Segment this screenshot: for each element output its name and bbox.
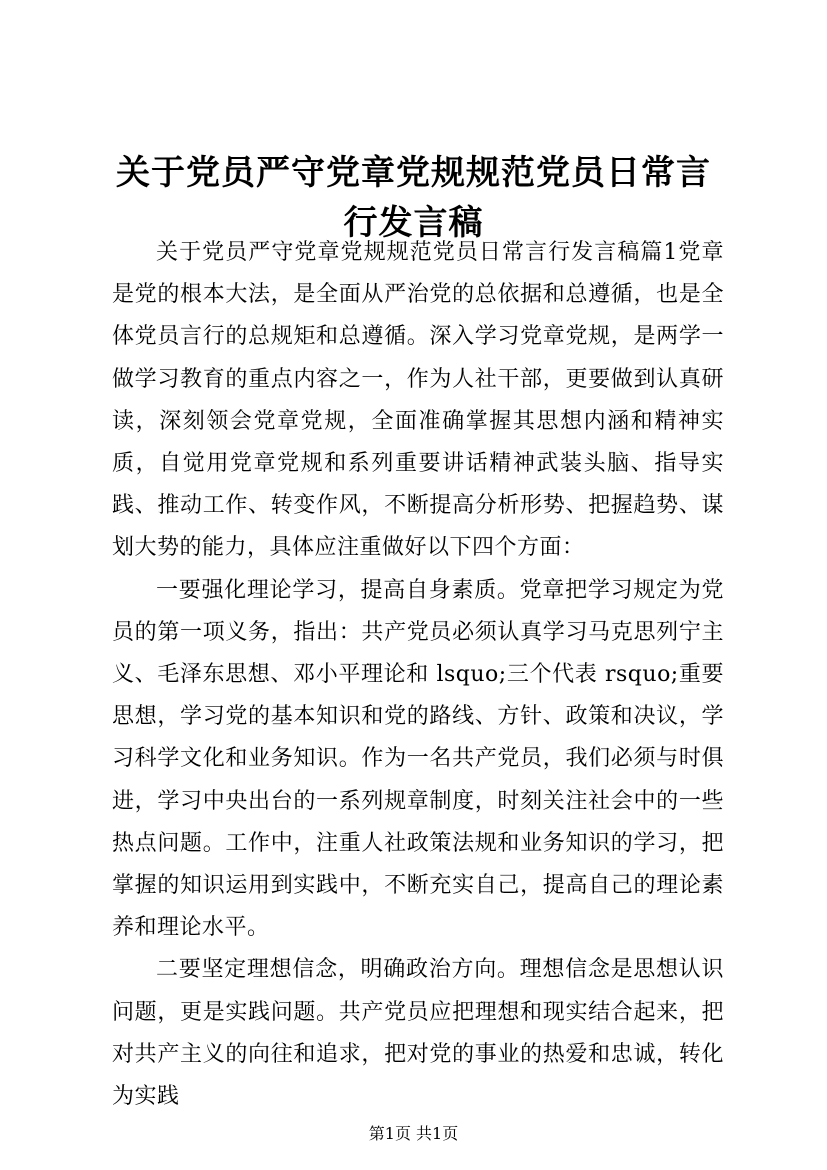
document-title: 关于党员严守党章党规规范党员日常言行发言稿 bbox=[116, 153, 711, 243]
paragraph-1: 关于党员严守党章党规规范党员日常言行发言稿篇1党章是党的根本大法，是全面从严治党的总依据和总遵循，也是全体党员言行的总规矩和总遵循。深入学习党章党规，是两学一做学习教育的重点内容之一，作为人社干部，更要做到认真研读，深刻领会党章党规，全面准确掌握其思想内涵和精神实质，自觉用党章党规和系列重要讲话精神武装头脑、指导实践、推动工作、转变作风，不断提高分析形势、把握趋势、谋划大势的能力，具体应注重做好以下四个方面： bbox=[112, 240, 724, 561]
page-footer: 第1页 共1页 bbox=[368, 1124, 459, 1143]
paragraph-2: 一要强化理论学习，提高自身素质。党章把学习规定为党员的第一项义务，指出：共产党员必须认真学习马克思列宁主义、毛泽东思想、邓小平理论和 lsquo;三个代表 rsquo;重要思想，学习党的基本知识和党的路线、方针、政策和决议，学习科学文化和业务知识。作为一名共产党员，我们必须与时俱进，学习中央出台的一系列规章制度，时刻关注社会中的一些热点问题。工作中，注重人社政策法规和业务知识的学习，把掌握的知识运用到实践中，不断充实自己，提高自己的理论素养和理论水平。 bbox=[112, 577, 724, 941]
paragraph-3: 二要坚定理想信念，明确政治方向。理想信念是思想认识问题，更是实践问题。共产党员应把理想和现实结合起来，把对共产主义的向往和追求，把对党的事业的热爱和忠诚，转化为实践 bbox=[112, 957, 724, 1110]
document-body bbox=[112, 232, 724, 1118]
